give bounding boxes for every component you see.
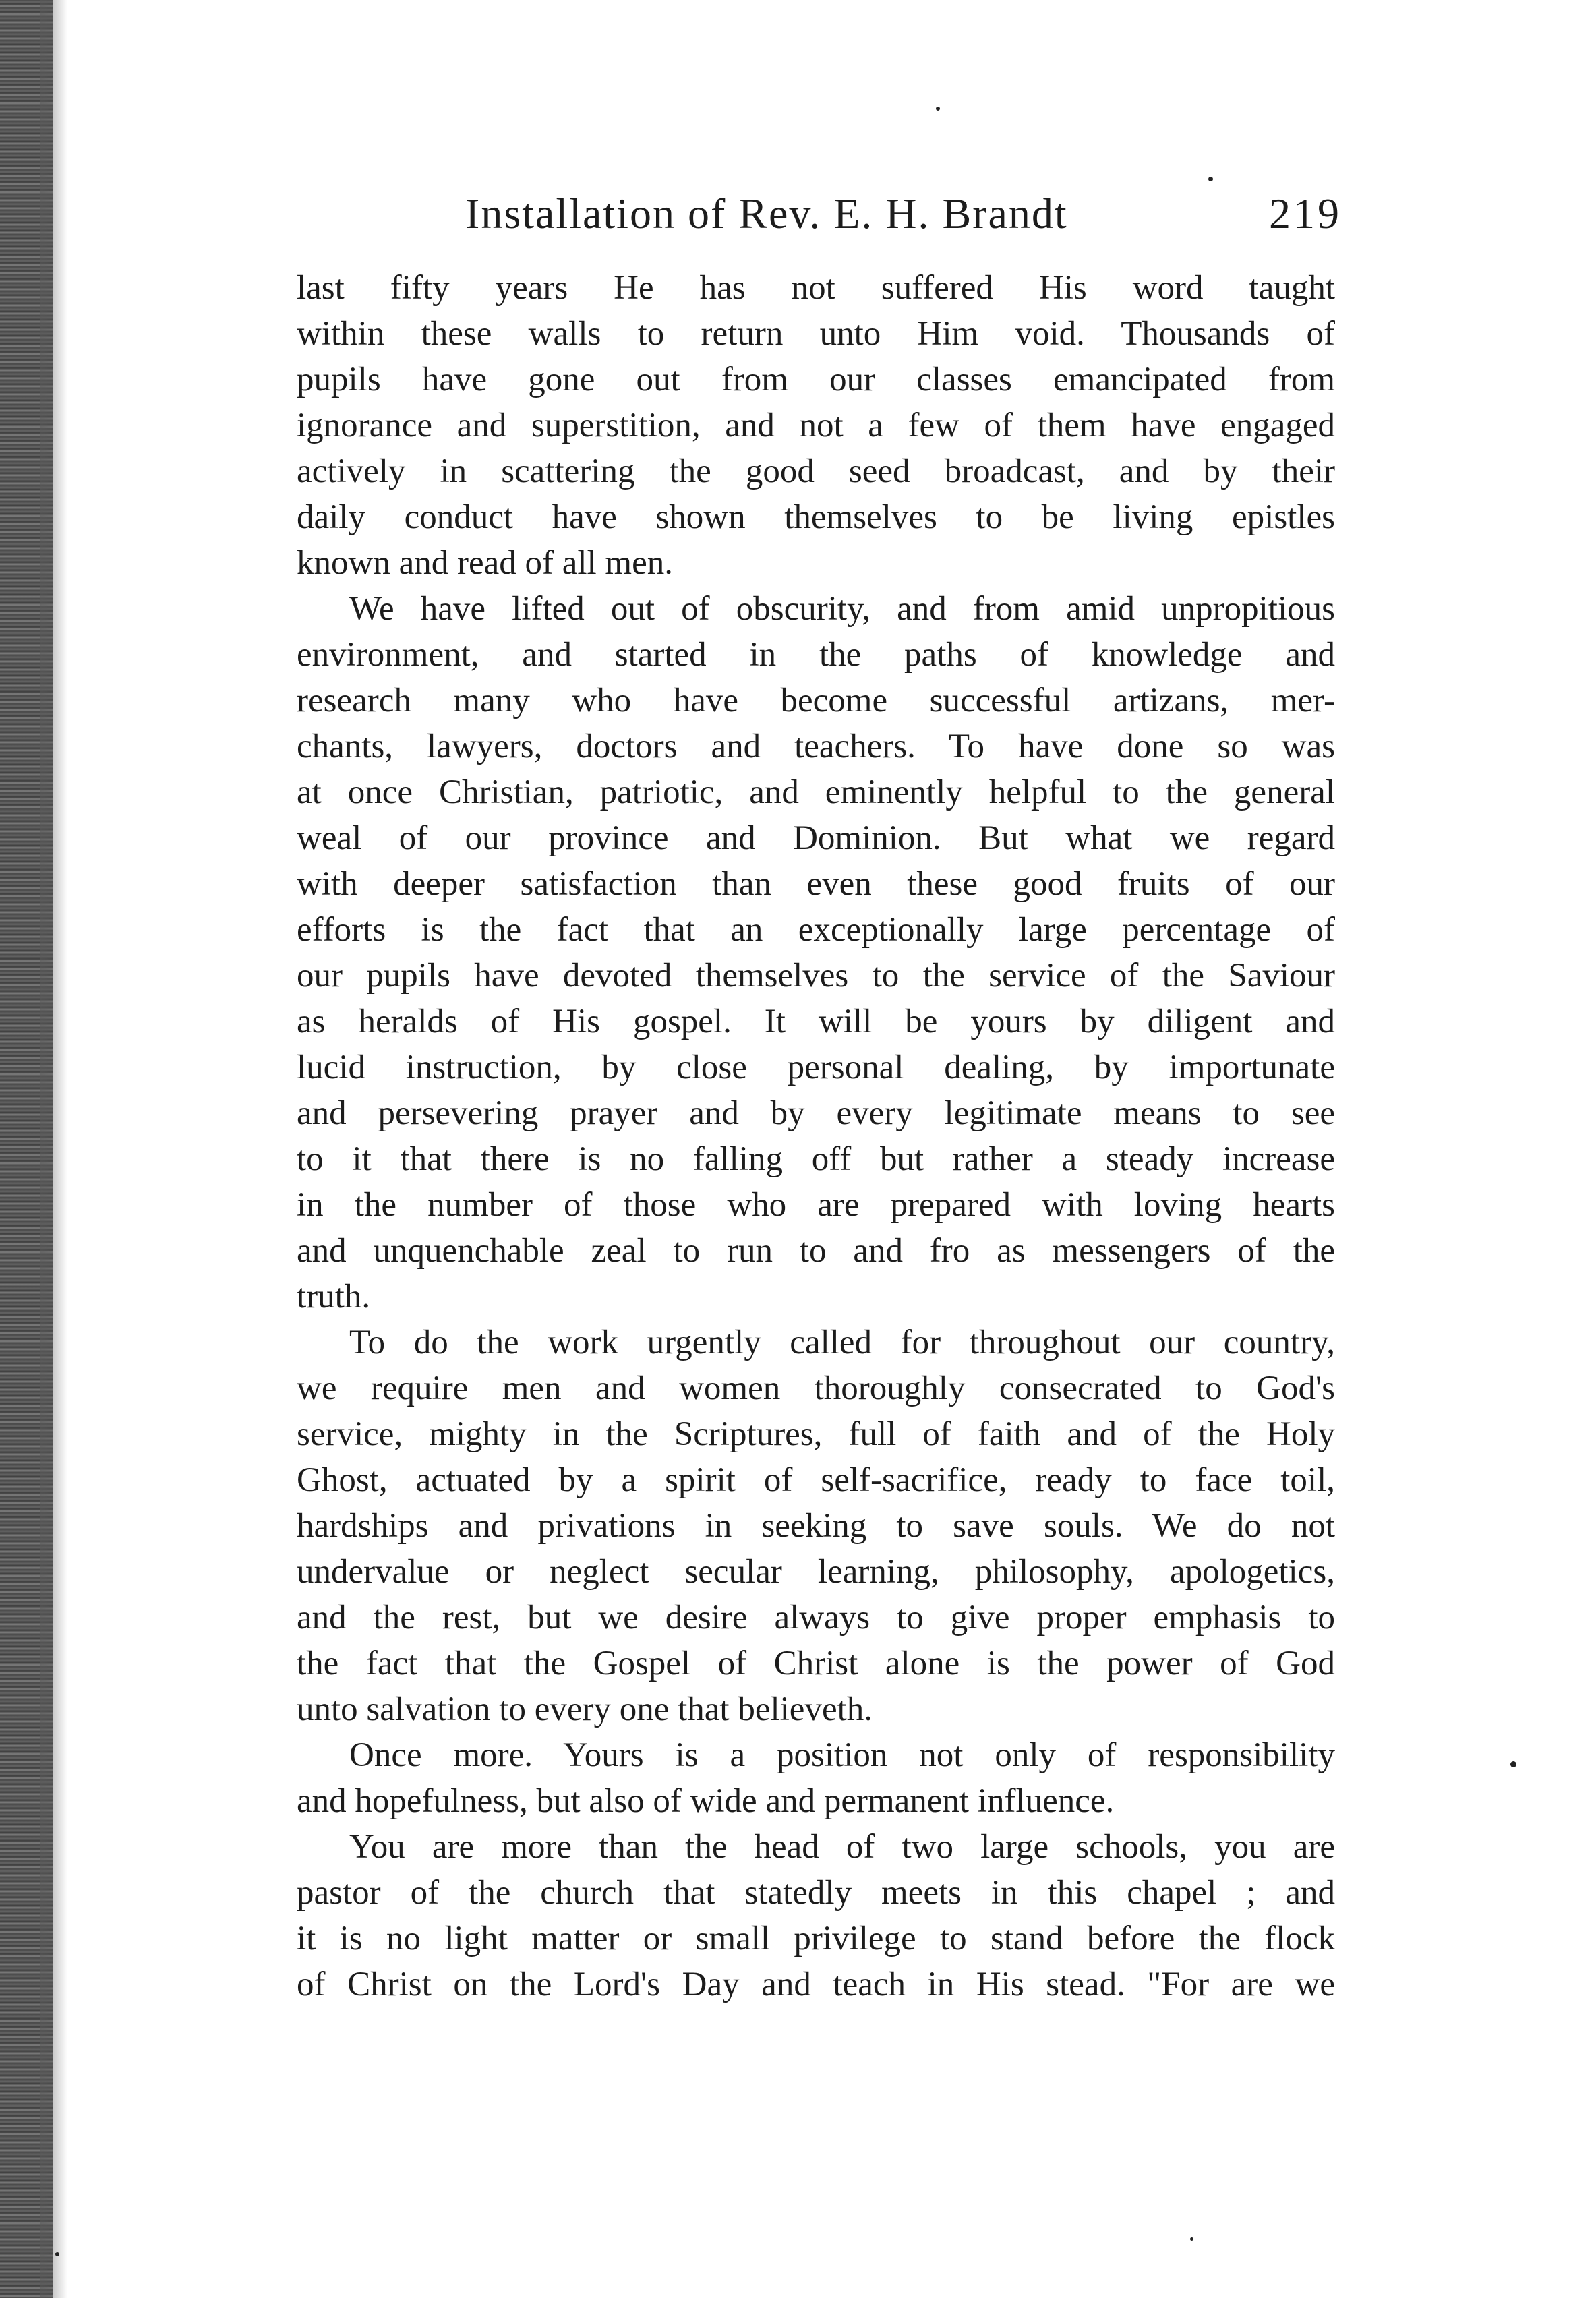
text-line: chants, lawyers, doctors and teachers. To have done so was [297, 728, 1335, 765]
text-line: as heralds of His gospel. It will be yours by diligent and [297, 1003, 1335, 1040]
text-line: known and read of all men. [297, 544, 673, 582]
text-line: the fact that the Gospel of Christ alone is the power of God [297, 1645, 1335, 1682]
text-line: to it that there is no falling off but rather a steady increase [297, 1140, 1335, 1178]
scan-speck [1208, 177, 1213, 181]
text-line: it is no light matter or small privilege to stand before the flock [297, 1920, 1335, 1957]
text-line: our pupils have devoted themselves to the service of the Saviour [297, 957, 1335, 995]
text-line: ignorance and superstition, and not a few of them have engaged [297, 407, 1335, 444]
text-line: research many who have become successful artizans, mer- [297, 682, 1335, 719]
text-line: hardships and privations in seeking to save souls. We do not [297, 1507, 1335, 1545]
text-line: with deeper satisfaction than even these good fruits of our [297, 865, 1335, 903]
text-line: service, mighty in the Scriptures, full of faith and of the Holy [297, 1415, 1335, 1453]
text-line: of Christ on the Lord's Day and teach in His stead. "For are we [297, 1966, 1335, 2003]
text-line: we require men and women thoroughly consecrated to God's [297, 1369, 1335, 1407]
paragraph [297, 1732, 1335, 1824]
text-line: Ghost, actuated by a spirit of self-sacrifice, ready to face toil, [297, 1461, 1335, 1499]
paragraph [297, 265, 1335, 586]
running-head: Installation of Rev. E. H. Brandt [465, 189, 1068, 237]
text-line: Once more. Yours is a position not only of responsibility [349, 1736, 1335, 1774]
text-line: in the number of those who are prepared with loving hearts [297, 1186, 1335, 1224]
text-line: We have lifted out of obscurity, and from amid unpropitious [349, 590, 1335, 628]
scan-speck [55, 2252, 59, 2256]
text-line: actively in scattering the good seed broadcast, and by their [297, 452, 1335, 490]
text-line: truth. [297, 1278, 371, 1316]
text-line: and hopefulness, but also of wide and permanent influence. [297, 1782, 1115, 1820]
body-text [297, 265, 1335, 2007]
text-line: and the rest, but we desire always to give proper emphasis to [297, 1599, 1335, 1637]
text-line: undervalue or neglect secular learning, philosophy, apologetics, [297, 1553, 1335, 1591]
page-number: 219 [1269, 189, 1342, 237]
paragraph [297, 586, 1335, 1320]
scan-speck [1190, 2237, 1193, 2241]
text-line: lucid instruction, by close personal dealing, by importunate [297, 1049, 1335, 1086]
text-line: within these walls to return unto Him void. Thousands of [297, 315, 1335, 353]
page-header [465, 189, 1342, 243]
paragraph [297, 1320, 1335, 1732]
text-line: unto salvation to every one that believeth. [297, 1690, 873, 1728]
paragraph [297, 1824, 1335, 2007]
scan-edge-shadow [40, 0, 67, 2298]
scan-speck [1510, 1761, 1516, 1767]
text-line: last fifty years He has not suffered His word taught [297, 269, 1335, 307]
text-line: daily conduct have shown themselves to be living epistles [297, 498, 1335, 536]
text-line: To do the work urgently called for throughout our country, [349, 1324, 1335, 1361]
text-line: efforts is the fact that an exceptionally large percentage of [297, 911, 1335, 949]
text-line: weal of our province and Dominion. But what we regard [297, 819, 1335, 857]
text-line: and persevering prayer and by every legitimate means to see [297, 1094, 1335, 1132]
scan-speck [936, 107, 940, 111]
text-line: and unquenchable zeal to run to and fro as messengers of the [297, 1232, 1335, 1270]
text-line: pupils have gone out from our classes emancipated from [297, 361, 1335, 399]
text-line: pastor of the church that statedly meets in this chapel ; and [297, 1874, 1335, 1912]
text-line: You are more than the head of two large schools, you are [349, 1828, 1335, 1866]
text-line: at once Christian, patriotic, and eminently helpful to the general [297, 773, 1335, 811]
text-line: environment, and started in the paths of knowledge and [297, 636, 1335, 674]
